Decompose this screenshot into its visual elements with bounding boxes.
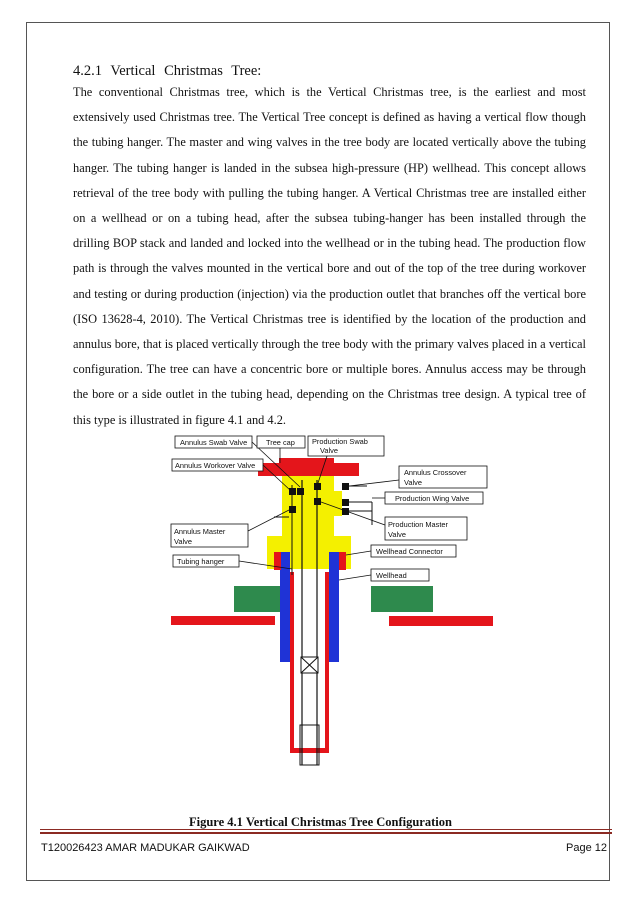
svg-text:Wellhead Connector: Wellhead Connector: [376, 547, 443, 556]
footer-rule-top: [40, 829, 612, 830]
base-plate-right: [371, 586, 433, 612]
body-text: [73, 80, 586, 433]
wellhead-right: [329, 552, 339, 662]
label-wellhead: [339, 569, 429, 581]
valve-production-wing: [342, 499, 349, 506]
valve-annulus-swab: [297, 488, 304, 495]
svg-text:Valve: Valve: [404, 478, 422, 487]
svg-text:Annulus Workover Valve: Annulus Workover Valve: [175, 461, 256, 470]
svg-text:Valve: Valve: [174, 537, 192, 546]
label-production-wing-valve: [372, 492, 483, 504]
wellhead-connector-right: [339, 552, 346, 570]
label-annulus-crossover-valve: [349, 466, 487, 488]
valve-production-master: [314, 498, 321, 505]
valve-annulus-master: [289, 506, 296, 513]
footer-rule-bottom: [40, 832, 612, 834]
label-production-master-valve: [321, 502, 467, 540]
valve-annulus-workover: [289, 488, 296, 495]
label-wellhead-connector: [346, 545, 456, 557]
svg-text:Production Master: Production Master: [388, 520, 448, 529]
christmas-tree-diagram: [162, 435, 502, 810]
guide-flange-left: [171, 616, 275, 625]
valve-annulus-crossover: [342, 483, 349, 490]
casing-shoe: [290, 748, 329, 753]
valve-production-swab: [314, 483, 321, 490]
tree-body-wing: [334, 491, 342, 516]
svg-text:Valve: Valve: [388, 530, 406, 539]
svg-text:Production Swab: Production Swab: [312, 437, 368, 446]
svg-text:Annulus Crossover: Annulus Crossover: [404, 468, 467, 477]
tubing-bottom: [300, 725, 319, 765]
svg-text:Annulus Swab Valve: Annulus Swab Valve: [180, 438, 248, 447]
body-paragraph: The conventional Christmas tree, which is the Vertical Christmas tree, is the earliest and most extensively used Christmas tree. The Vertical Tree concept is defined as having a vertical flow though the tubing hanger. The master and wing valves in the tree body are located vertically above the tubing hanger. The tubing hanger is landed in the subsea high-pressure (HP) wellhead. This concept allows retrieval of the tree body with pulling the tubing hanger. A Vertical Christmas tree are installed either on a wellhead or on a tubing head, after the subsea tubing-hanger has been installed through the drilling BOP stack and landed and locked into the wellhead or in the tubing head. The production flow path is through the valves mounted in the vertical bore and out of the top of the tree during workover and testing or during production (injection) via the production outlet that branches off the vertical bore (ISO 13628-4, 2010). The Vertical Christmas tree is identified by the location of the production and annulus bore, that is placed vertically through the tree body with the primary valves placed in a vertical configuration. The tree can have a concentric bore or multiple bores. Annulus access may be through the bore or a side outlet in the tubing head, depending on the Christmas tree design. A typical tree of this type is illustrated in figure 4.1 and 4.2.: [73, 85, 586, 427]
svg-text:Valve: Valve: [320, 446, 338, 455]
page-number: Page 12: [566, 842, 607, 854]
svg-text:Annulus Master: Annulus Master: [174, 527, 226, 536]
svg-text:Production Wing Valve: Production Wing Valve: [395, 494, 470, 503]
section-heading: 4.2.1 Vertical Christmas Tree:: [73, 63, 262, 79]
figure-caption: Figure 4.1 Vertical Christmas Tree Configuration: [189, 815, 452, 829]
svg-text:Tree cap: Tree cap: [266, 438, 295, 447]
guide-flange-right: [389, 616, 493, 626]
footer-author: T120026423 AMAR MADUKAR GAIKWAD: [41, 842, 250, 854]
svg-text:Wellhead: Wellhead: [376, 571, 407, 580]
casing-left: [290, 572, 294, 752]
svg-text:Tubing hanger: Tubing hanger: [177, 557, 225, 566]
casing-right: [325, 572, 329, 752]
